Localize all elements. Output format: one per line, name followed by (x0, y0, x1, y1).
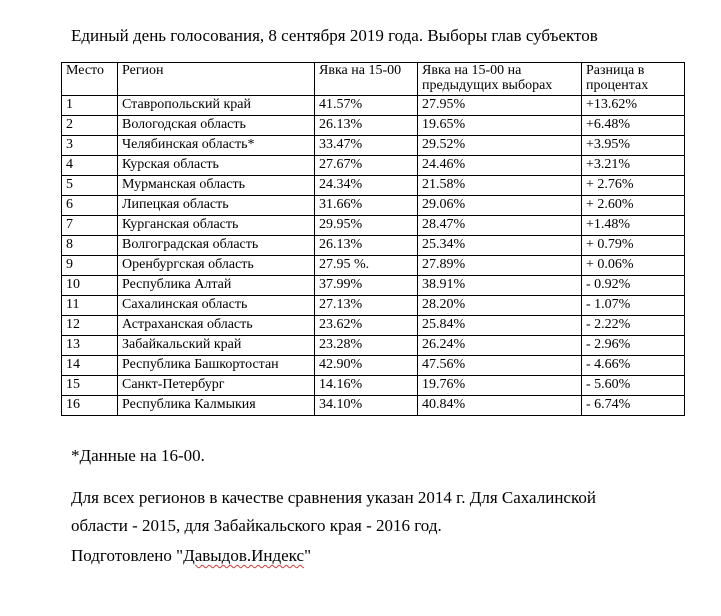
cell-place: 11 (62, 296, 118, 316)
cell-prev-turnout: 40.84% (418, 396, 582, 416)
cell-turnout: 26.13% (315, 236, 418, 256)
table-row (62, 396, 685, 416)
cell-turnout: 29.95% (315, 216, 418, 236)
cell-diff: +6.48% (582, 116, 685, 136)
cell-prev-turnout: 25.84% (418, 316, 582, 336)
cell-diff: +3.95% (582, 136, 685, 156)
cell-region: Республика Калмыкия (118, 396, 315, 416)
table-row (62, 256, 685, 276)
header-place: Место (62, 63, 118, 96)
cell-turnout: 41.57% (315, 96, 418, 116)
cell-place: 13 (62, 336, 118, 356)
credit-suffix: " (304, 546, 312, 565)
table-row (62, 116, 685, 136)
cell-place: 1 (62, 96, 118, 116)
cell-place: 12 (62, 316, 118, 336)
table-row (62, 196, 685, 216)
cell-prev-turnout: 27.95% (418, 96, 582, 116)
document-title: Единый день голосования, 8 сентября 2019 года. Выборы глав субъектов (71, 26, 598, 45)
cell-place: 14 (62, 356, 118, 376)
cell-region: Волгоградская область (118, 236, 315, 256)
cell-diff: + 0.79% (582, 236, 685, 256)
cell-prev-turnout: 27.89% (418, 256, 582, 276)
cell-prev-turnout: 28.20% (418, 296, 582, 316)
cell-turnout: 23.62% (315, 316, 418, 336)
cell-turnout: 42.90% (315, 356, 418, 376)
cell-region: Вологодская область (118, 116, 315, 136)
header-prev-turnout: Явка на 15-00 на предыдущих выборах (418, 63, 582, 96)
cell-region: Сахалинская область (118, 296, 315, 316)
cell-diff: - 2.96% (582, 336, 685, 356)
cell-diff: - 2.22% (582, 316, 685, 336)
cell-prev-turnout: 24.46% (418, 156, 582, 176)
table-header-row (62, 63, 685, 96)
cell-turnout: 33.47% (315, 136, 418, 156)
cell-region: Мурманская область (118, 176, 315, 196)
cell-place: 15 (62, 376, 118, 396)
cell-place: 4 (62, 156, 118, 176)
table-row (62, 356, 685, 376)
cell-turnout: 24.34% (315, 176, 418, 196)
table-row (62, 336, 685, 356)
cell-diff: + 2.76% (582, 176, 685, 196)
cell-place: 9 (62, 256, 118, 276)
table-row (62, 156, 685, 176)
cell-turnout: 27.67% (315, 156, 418, 176)
cell-diff: - 1.07% (582, 296, 685, 316)
cell-place: 10 (62, 276, 118, 296)
cell-prev-turnout: 19.76% (418, 376, 582, 396)
cell-region: Санкт-Петербург (118, 376, 315, 396)
cell-place: 8 (62, 236, 118, 256)
cell-prev-turnout: 26.24% (418, 336, 582, 356)
cell-region: Липецкая область (118, 196, 315, 216)
table-row (62, 276, 685, 296)
cell-turnout: 34.10% (315, 396, 418, 416)
cell-prev-turnout: 28.47% (418, 216, 582, 236)
cell-place: 5 (62, 176, 118, 196)
cell-prev-turnout: 25.34% (418, 236, 582, 256)
cell-diff: - 0.92% (582, 276, 685, 296)
cell-place: 7 (62, 216, 118, 236)
table-row (62, 176, 685, 196)
table-row (62, 316, 685, 336)
table-row (62, 236, 685, 256)
cell-place: 2 (62, 116, 118, 136)
cell-prev-turnout: 38.91% (418, 276, 582, 296)
cell-region: Астраханская область (118, 316, 315, 336)
comparison-note-line1: Для всех регионов в качестве сравнения указан 2014 г. Для Сахалинской (71, 488, 596, 507)
cell-turnout: 23.28% (315, 336, 418, 356)
cell-prev-turnout: 29.52% (418, 136, 582, 156)
credit-name: Давыдов.Индекс (183, 546, 305, 565)
cell-prev-turnout: 21.58% (418, 176, 582, 196)
cell-region: Челябинская область* (118, 136, 315, 156)
cell-diff: + 2.60% (582, 196, 685, 216)
cell-prev-turnout: 19.65% (418, 116, 582, 136)
table-row (62, 96, 685, 116)
cell-region: Оренбургская область (118, 256, 315, 276)
cell-region: Курганская область (118, 216, 315, 236)
cell-turnout: 26.13% (315, 116, 418, 136)
cell-prev-turnout: 47.56% (418, 356, 582, 376)
table-row (62, 376, 685, 396)
cell-place: 6 (62, 196, 118, 216)
cell-turnout: 31.66% (315, 196, 418, 216)
cell-turnout: 14.16% (315, 376, 418, 396)
table-row (62, 136, 685, 156)
cell-diff: +13.62% (582, 96, 685, 116)
cell-place: 3 (62, 136, 118, 156)
table-row (62, 216, 685, 236)
header-turnout: Явка на 15-00 (315, 63, 418, 96)
cell-turnout: 27.13% (315, 296, 418, 316)
cell-diff: - 6.74% (582, 396, 685, 416)
cell-diff: - 4.66% (582, 356, 685, 376)
cell-diff: +3.21% (582, 156, 685, 176)
header-region: Регион (118, 63, 315, 96)
cell-region: Ставропольский край (118, 96, 315, 116)
cell-place: 16 (62, 396, 118, 416)
cell-region: Республика Алтай (118, 276, 315, 296)
credit-line (71, 546, 311, 566)
cell-diff: + 0.06% (582, 256, 685, 276)
cell-diff: +1.48% (582, 216, 685, 236)
comparison-note (71, 484, 596, 540)
comparison-note-line2: области - 2015, для Забайкальского края - 2016 год. (71, 516, 442, 535)
cell-turnout: 37.99% (315, 276, 418, 296)
cell-diff: - 5.60% (582, 376, 685, 396)
cell-region: Курская область (118, 156, 315, 176)
header-diff: Разница в процентах (582, 63, 685, 96)
cell-turnout: 27.95 %. (315, 256, 418, 276)
cell-region: Республика Башкортостан (118, 356, 315, 376)
cell-region: Забайкальский край (118, 336, 315, 356)
table-row (62, 296, 685, 316)
cell-prev-turnout: 29.06% (418, 196, 582, 216)
results-table (61, 62, 685, 416)
footnote: *Данные на 16-00. (71, 446, 205, 465)
credit-prefix: Подготовлено " (71, 546, 184, 565)
